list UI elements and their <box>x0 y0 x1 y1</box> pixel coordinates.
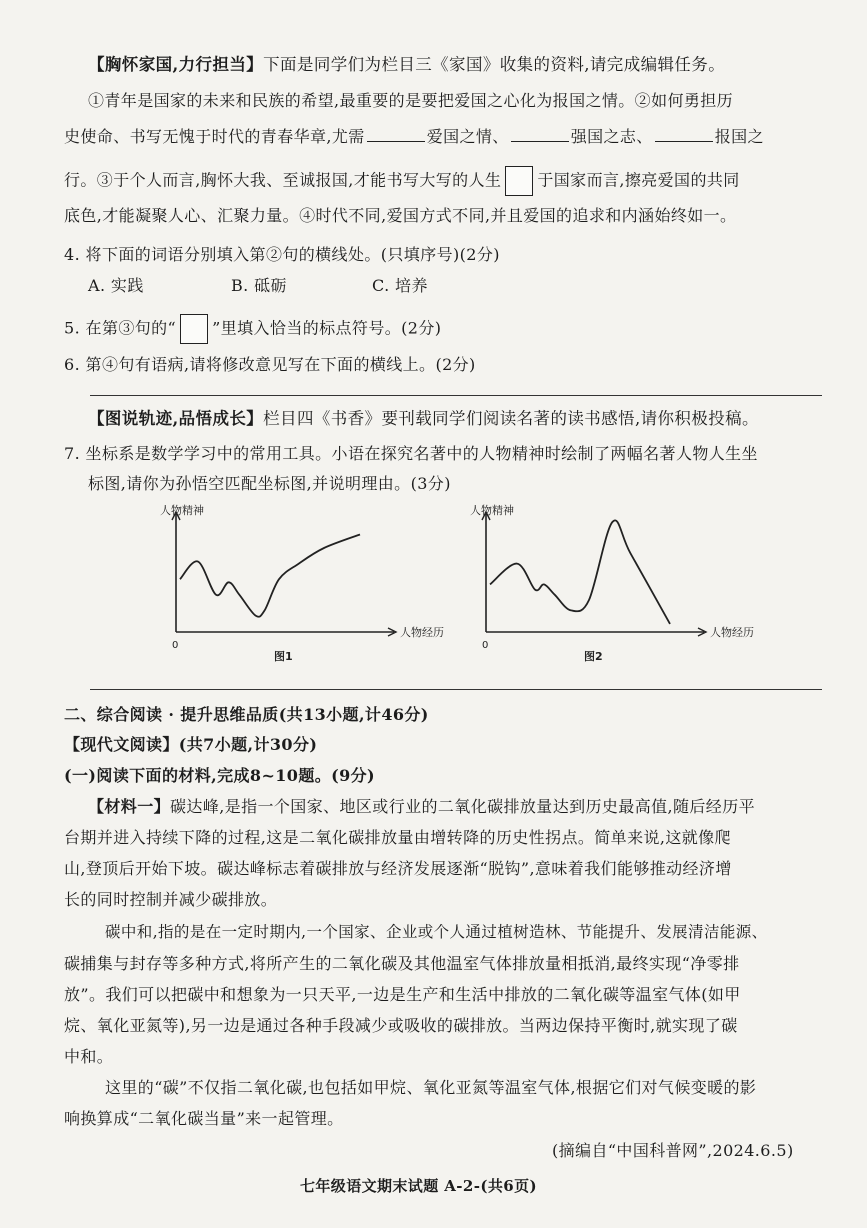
line2-part-d: 报国之 <box>714 127 764 146</box>
answer-line[interactable] <box>90 395 822 396</box>
para2-line3: 放”。我们可以把碳中和想象为一只天平,一边是生产和生活中排放的二氧化碳等温室气体(如甲 <box>64 985 741 1004</box>
blank-1[interactable] <box>367 127 425 142</box>
part2-subheading: 【现代文阅读】(共7小题,计30分) <box>64 735 318 754</box>
q5-box <box>180 314 208 344</box>
line2-part-c: 强国之志、 <box>570 127 653 146</box>
part2-heading: 二、综合阅读 · 提升思维品质(共13小题,计46分) <box>64 705 429 724</box>
q4-option-b: B. 砥砺 <box>231 276 287 295</box>
section4-intro <box>88 409 759 429</box>
reading-intro: (一)阅读下面的材料,完成8~10题。(9分) <box>64 766 375 785</box>
para2-line4: 烷、氧化亚氮等),另一边是通过各种手段减少或吸收的碳排放。当两边保持平衡时,就实现了碳 <box>64 1016 738 1035</box>
para2-line2: 碳捕集与封存等多种方式,将所产生的二氧化碳及其他温室气体排放量相抵消,最终实现“净零排 <box>64 954 740 973</box>
material1-line4: 长的同时控制并减少碳排放。 <box>64 890 278 909</box>
blank-2[interactable] <box>511 127 569 142</box>
y-axis-label: 人物精神 <box>160 504 204 517</box>
question-5 <box>64 314 441 344</box>
line3-part-a: 行。③于个人而言,胸怀大我、至诚报国,才能书写大写的人生 <box>64 170 502 190</box>
section3-line4: 底色,才能凝聚人心、汇聚力量。④时代不同,爱国方式不同,并且爱国的追求和内涵始终如一。 <box>64 206 737 225</box>
q5-text-b: ”里填入恰当的标点符号。(2分) <box>212 318 442 338</box>
chart-title: 图2 <box>584 650 603 663</box>
question-4: 4. 将下面的词语分别填入第②句的横线处。(只填序号)(2分) <box>64 245 500 264</box>
origin-label: 0 <box>482 640 489 651</box>
y-axis-label: 人物精神 <box>470 504 514 517</box>
section3-heading: 【胸怀家国,力行担当】 <box>88 55 264 74</box>
q4-option-a: A. 实践 <box>88 276 144 295</box>
section3-intro <box>88 55 725 75</box>
series-line <box>180 534 360 616</box>
section4-heading: 【图说轨迹,品悟成长】 <box>88 409 264 428</box>
x-axis-label: 人物经历 <box>400 626 444 639</box>
section4-heading-rest: 栏目四《书香》要刊载同学们阅读名著的读书感悟,请你积极投稿。 <box>263 409 759 428</box>
para3-line2: 响换算成“二氧化碳当量”来一起管理。 <box>64 1109 344 1128</box>
section-divider <box>90 689 822 690</box>
line3-part-b: 于国家而言,擦亮爱国的共同 <box>537 170 740 190</box>
punctuation-box[interactable] <box>505 166 533 196</box>
para2-line1: 碳中和,指的是在一定时期内,一个国家、企业或个人通过植树造林、节能提升、发展清洁能源、 <box>105 923 768 941</box>
series-line <box>490 520 670 624</box>
origin-label: 0 <box>172 640 179 651</box>
material1-line3: 山,登顶后开始下坡。碳达峰标志着碳排放与经济发展逐渐“脱钩”,意味着我们能够推动经济增 <box>64 859 732 878</box>
para2-line5: 中和。 <box>64 1047 114 1066</box>
question-7-line2: 标图,请你为孙悟空匹配坐标图,并说明理由。(3分) <box>88 474 451 493</box>
material1-text: 碳达峰,是指一个国家、地区或行业的二氧化碳排放量达到历史最高值,随后经历平 <box>170 797 755 816</box>
chart-title: 图1 <box>274 650 293 663</box>
material1-line2: 台期并进入持续下降的过程,这是二氧化碳排放量由增转降的历史性拐点。简单来说,这就像爬 <box>64 828 731 847</box>
material1-line1 <box>88 797 755 817</box>
para3-line1: 这里的“碳”不仅指二氧化碳,也包括如甲烷、氧化亚氮等温室气体,根据它们对气候变暖的影 <box>105 1078 757 1097</box>
question-7-line1: 7. 坐标系是数学学习中的常用工具。小语在探究名著中的人物精神时绘制了两幅名著人物人生坐 <box>64 444 758 463</box>
section3-heading-rest: 下面是同学们为栏目三《家国》收集的资料,请完成编辑任务。 <box>263 55 726 74</box>
section3-line3 <box>64 166 740 196</box>
question-6: 6. 第④句有语病,请将修改意见写在下面的横线上。(2分) <box>64 355 476 374</box>
line2-part-b: 爱国之情、 <box>426 127 509 146</box>
q5-text-a: 5. 在第③句的“ <box>64 318 177 338</box>
blank-3[interactable] <box>655 127 713 142</box>
section3-line1: ①青年是国家的未来和民族的希望,最重要的是要把爱国之心化为报国之情。②如何勇担历 <box>88 91 734 110</box>
page-footer: 七年级语文期末试题 A-2-(共6页) <box>300 1177 537 1195</box>
q4-option-c: C. 培养 <box>372 276 428 295</box>
x-axis-label: 人物经历 <box>710 626 754 639</box>
chart-1 <box>150 500 470 665</box>
material1-label: 【材料一】 <box>88 797 171 816</box>
line2-part-a: 史使命、书写无愧于时代的青春华章,尤需 <box>64 127 365 146</box>
section3-line2 <box>64 127 764 147</box>
source-citation: (摘编自“中国科普网”,2024.6.5) <box>552 1141 794 1160</box>
chart-2 <box>460 500 780 665</box>
